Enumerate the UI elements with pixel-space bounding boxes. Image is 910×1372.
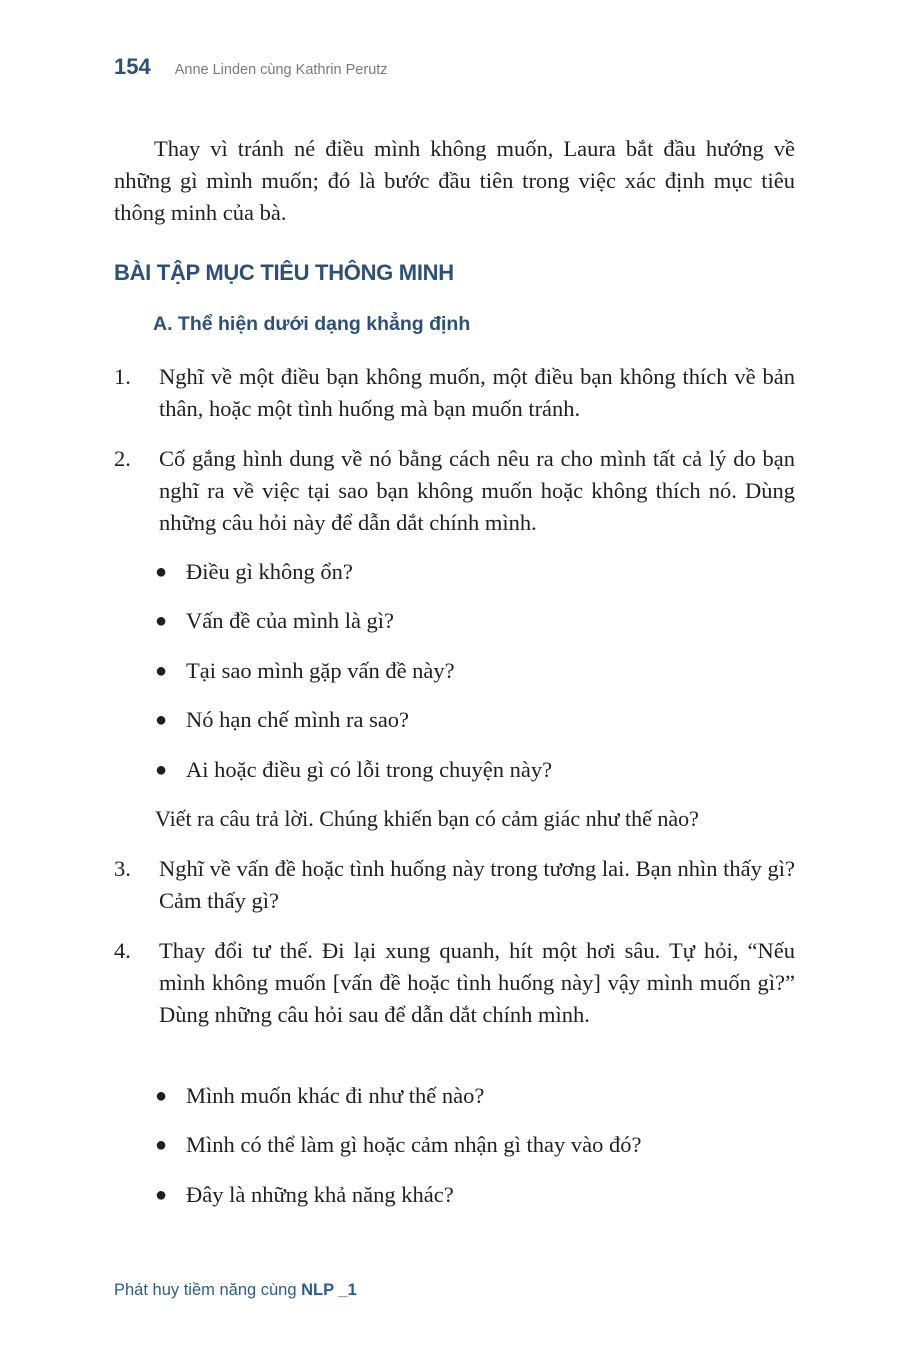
question-item (155, 1080, 484, 1112)
bullet-icon: ● (155, 709, 168, 731)
question-item (155, 1179, 454, 1211)
step-item (114, 935, 795, 1031)
question-item (155, 1129, 642, 1161)
step-item (114, 853, 795, 917)
step-item (114, 443, 795, 539)
question-text: Vấn đề của mình là gì? (186, 608, 395, 633)
step-text: Thay đổi tư thế. Đi lại xung quanh, hít một hơi sâu. Tự hỏi, “Nếu mình không muốn [vấn đề hoặc tình huống này] vậy mình muốn gì?” Dùng những câu hỏi sau để dẫn dắt chính mình. (159, 938, 795, 1027)
bullet-icon: ● (155, 1085, 168, 1107)
page-number: 154 (114, 54, 151, 79)
question-text: Tại sao mình gặp vấn đề này? (186, 658, 455, 683)
question-text: Ai hoặc điều gì có lỗi trong chuyện này? (186, 757, 553, 782)
running-head: Anne Linden cùng Kathrin Perutz (174, 62, 388, 78)
bullet-icon: ● (155, 759, 168, 781)
bullet-icon: ● (155, 660, 168, 682)
question-text: Mình có thể làm gì hoặc cảm nhận gì thay vào đó? (186, 1132, 642, 1157)
question-item (155, 605, 394, 637)
step-number: 2. (114, 446, 131, 471)
step-number: 3. (114, 856, 131, 881)
footer-brand: NLP (301, 1281, 334, 1299)
step-text: Cố gắng hình dung về nó bằng cách nêu ra cho mình tất cả lý do bạn nghĩ ra về việc tại sao bạn không muốn hoặc không thích nó. Dùng những câu hỏi này để dẫn dắt chính mình. (159, 446, 795, 535)
subsection-title: A. Thể hiện dưới dạng khẳng định (153, 313, 471, 335)
page-header (114, 54, 388, 80)
step-text: Nghĩ về vấn đề hoặc tình huống này trong tương lai. Bạn nhìn thấy gì? Cảm thấy gì? (159, 856, 795, 913)
question-item (155, 704, 409, 736)
question-item (155, 754, 552, 786)
instruction-note: Viết ra câu trả lời. Chúng khiến bạn có cảm giác như thế nào? (155, 806, 699, 831)
bullet-icon: ● (155, 561, 168, 583)
intro-paragraph: Thay vì tránh né điều mình không muốn, Laura bắt đầu hướng về những gì mình muốn; đó là bước đầu tiên trong việc xác định mục tiêu thông minh của bà. (114, 136, 795, 225)
question-text: Nó hạn chế mình ra sao? (186, 707, 410, 732)
bullet-icon: ● (155, 1134, 168, 1156)
footer-series: Phát huy tiềm năng cùng (114, 1281, 302, 1299)
question-text: Đây là những khả năng khác? (186, 1182, 454, 1207)
step-number: 4. (114, 938, 131, 963)
question-item (155, 655, 455, 687)
bullet-icon: ● (155, 610, 168, 632)
bullet-icon: ● (155, 1184, 168, 1206)
question-text: Mình muốn khác đi như thế nào? (186, 1083, 485, 1108)
step-number: 1. (114, 364, 131, 389)
step-item (114, 361, 795, 425)
question-item (155, 556, 353, 588)
step-text: Nghĩ về một điều bạn không muốn, một điều bạn không thích về bản thân, hoặc một tình huống mà bạn muốn tránh. (159, 364, 795, 421)
section-title: BÀI TẬP MỤC TIÊU THÔNG MINH (114, 260, 454, 285)
footer-volume: _1 (333, 1281, 357, 1299)
page-footer (114, 1281, 357, 1300)
question-text: Điều gì không ổn? (186, 559, 353, 584)
